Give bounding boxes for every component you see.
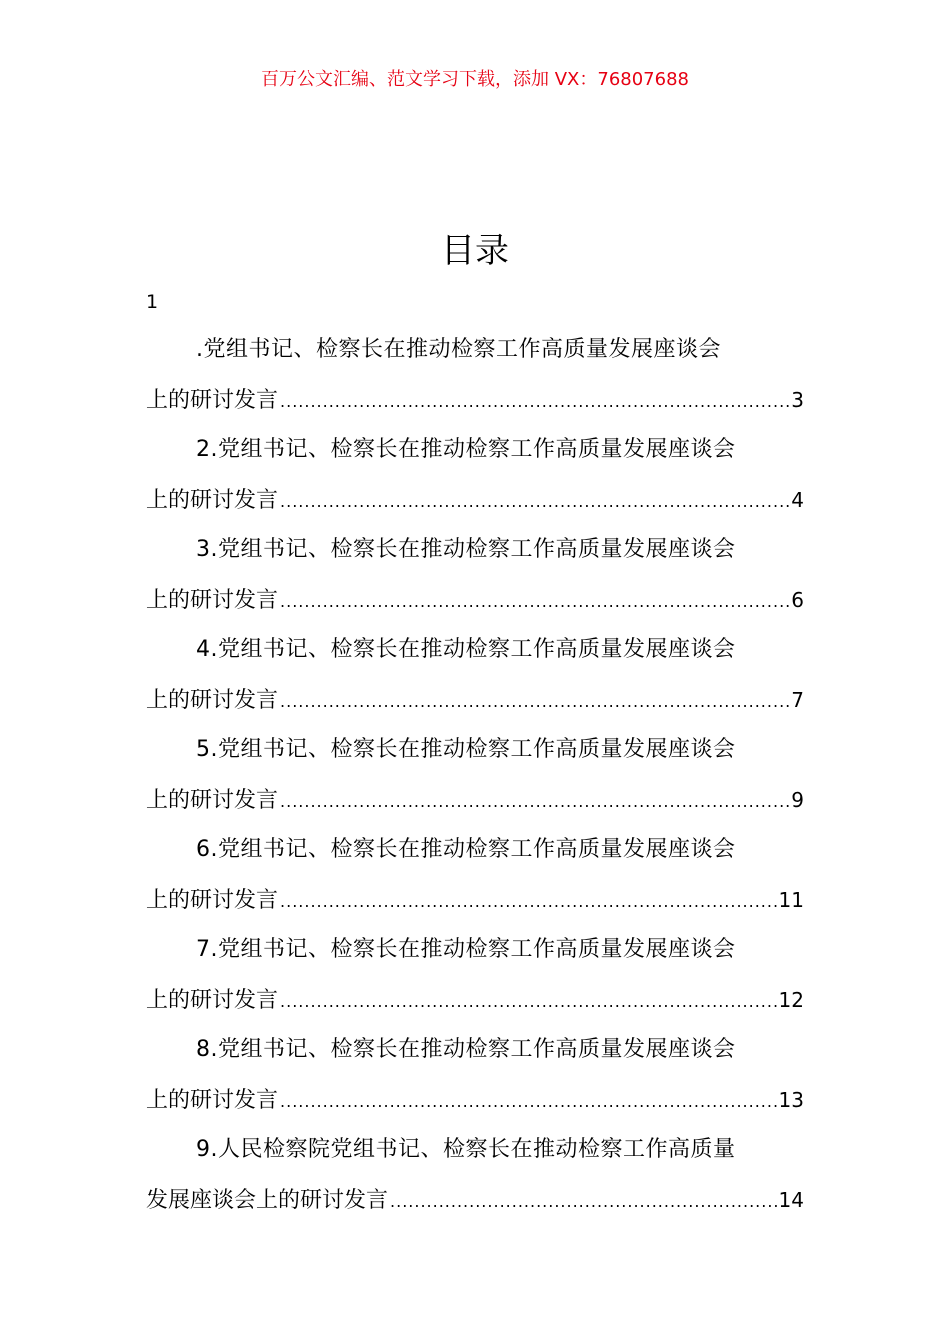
toc-page-number: 9 <box>791 788 804 812</box>
toc-page-number: 11 <box>778 888 804 912</box>
dot-leader <box>280 477 789 527</box>
toc-entry-3[interactable] <box>146 525 804 625</box>
toc-entry-title: 3.党组书记、检察长在推动检察工作高质量发展座谈会 <box>196 537 736 562</box>
page-title: 目录 <box>441 231 509 271</box>
toc-page-number: 12 <box>778 988 804 1012</box>
toc-entry-title: 6.党组书记、检察长在推动检察工作高质量发展座谈会 <box>196 837 736 862</box>
toc-entry-title-cont: 上的研讨发言 <box>146 988 279 1013</box>
toc-entry-title-cont: 上的研讨发言 <box>146 788 279 813</box>
toc-entry-title: 8.党组书记、检察长在推动检察工作高质量发展座谈会 <box>196 1037 736 1062</box>
toc-entry-title: 7.党组书记、检察长在推动检察工作高质量发展座谈会 <box>196 937 736 962</box>
dot-leader <box>280 677 789 727</box>
toc-entry-title-cont: 上的研讨发言 <box>146 488 279 513</box>
toc-entry-title-cont: 上的研讨发言 <box>146 688 279 713</box>
toc-entry-title: 5.党组书记、检察长在推动检察工作高质量发展座谈会 <box>196 737 736 762</box>
dot-leader <box>280 977 777 1027</box>
toc-entry-title-cont: 发展座谈会上的研讨发言 <box>146 1188 389 1213</box>
toc-entry-4[interactable] <box>146 625 804 725</box>
dot-leader <box>280 777 789 827</box>
toc-entry-title-cont: 上的研讨发言 <box>146 888 279 913</box>
dot-leader <box>280 377 789 427</box>
toc-entry-title-cont: 上的研讨发言 <box>146 1088 279 1113</box>
toc-page-number: 6 <box>791 588 804 612</box>
toc-entry-title: .党组书记、检察长在推动检察工作高质量发展座谈会 <box>196 337 721 362</box>
dot-leader <box>280 577 789 627</box>
toc-entry-2[interactable] <box>146 425 804 525</box>
toc-entry-title-cont: 上的研讨发言 <box>146 588 279 613</box>
dot-leader <box>280 877 777 927</box>
toc-entry-title: 9.人民检察院党组书记、检察长在推动检察工作高质量 <box>196 1137 736 1162</box>
header-watermark-note: 百万公文汇编、范文学习下载，添加 VX：76807688 <box>261 69 689 90</box>
toc-entry-title: 4.党组书记、检察长在推动检察工作高质量发展座谈会 <box>196 637 736 662</box>
toc-page-number: 7 <box>791 688 804 712</box>
dot-leader <box>280 1077 777 1127</box>
toc-entry-9[interactable] <box>146 1125 804 1225</box>
toc-entry-title-cont: 上的研讨发言 <box>146 388 279 413</box>
toc-entry-1[interactable] <box>146 325 804 425</box>
toc-page-number: 4 <box>791 488 804 512</box>
toc-page-number: 3 <box>791 388 804 412</box>
toc-page-number: 14 <box>778 1188 804 1212</box>
first-number: 1 <box>146 291 159 313</box>
toc-entry-title: 2.党组书记、检察长在推动检察工作高质量发展座谈会 <box>196 437 736 462</box>
toc-entry-5[interactable] <box>146 725 804 825</box>
toc-page-number: 13 <box>778 1088 804 1112</box>
dot-leader <box>390 1177 777 1227</box>
table-of-contents <box>146 325 804 1225</box>
toc-entry-7[interactable] <box>146 925 804 1025</box>
toc-entry-8[interactable] <box>146 1025 804 1125</box>
toc-entry-6[interactable] <box>146 825 804 925</box>
